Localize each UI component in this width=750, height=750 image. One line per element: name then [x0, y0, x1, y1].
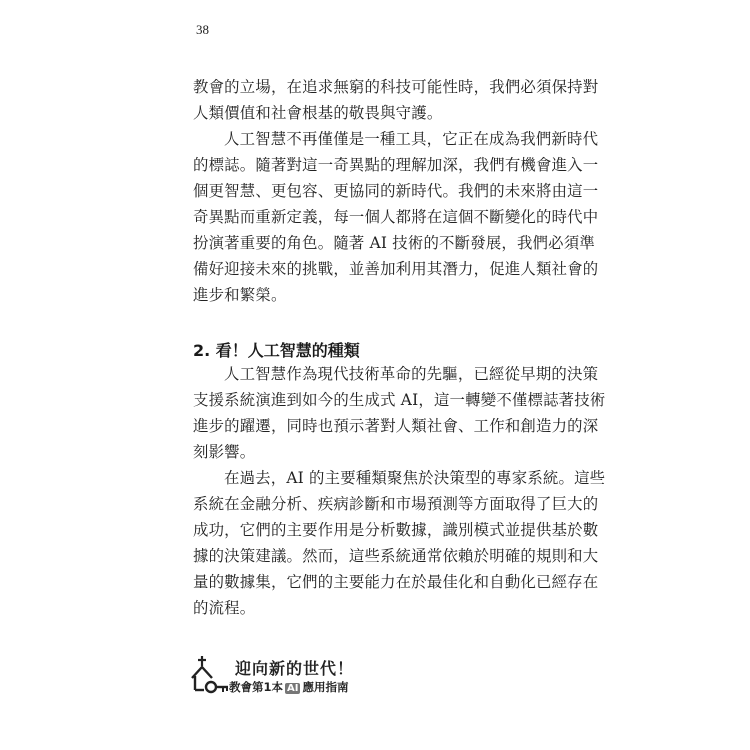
- text-line: 人工智慧不再僅僅是一種工具，它正在成為我們新時代: [224, 130, 599, 148]
- text-line: 在過去，AI 的主要種類聚焦於決策型的專家系統。這些: [224, 469, 606, 487]
- text-line: 人類價值和社會根基的敬畏與守護。: [193, 104, 443, 122]
- text-line: 系統在金融分析、疾病診斷和市場預測等方面取得了巨大的: [193, 495, 599, 513]
- page-number: 38: [196, 22, 209, 37]
- text-line: 備好迎接未來的挑戰，並善加利用其潛力，促進人類社會的: [193, 260, 599, 278]
- text-line: 奇異點而重新定義，每一個人都將在這個不斷變化的時代中: [193, 208, 599, 226]
- text-line: 扮演著重要的角色。隨著 AI 技術的不斷發展，我們必須準: [193, 234, 595, 252]
- text-line: 的標誌。隨著對這一奇異點的理解加深，我們有機會進入一: [193, 156, 599, 174]
- text-line: 支援系統演進到如今的生成式 AI，這一轉變不僅標誌著技術: [193, 391, 606, 409]
- section-heading: 2. 看！人工智慧的種類: [193, 341, 360, 360]
- church-key-icon: [190, 654, 230, 696]
- text-line: 的流程。: [193, 599, 256, 617]
- text-line: 成功，它們的主要作用是分析數據，識別模式並提供基於數: [193, 521, 599, 539]
- book-subtitle: [229, 679, 348, 695]
- text-line: 個更智慧、更包容、更協同的新時代。我們的未來將由這一: [193, 182, 599, 200]
- ai-mark: AI: [287, 683, 299, 694]
- text-line: 進步和繁榮。: [193, 286, 287, 304]
- text-line: 量的數據集，它們的主要能力在於最佳化和自動化已經存在: [193, 573, 599, 591]
- text-line: 據的決策建議。然而，這些系統通常依賴於明確的規則和大: [193, 547, 599, 565]
- text-line: 教會的立場，在追求無窮的科技可能性時，我們必須保持對: [193, 78, 599, 96]
- book-title: 迎向新的世代！: [235, 659, 355, 678]
- text-line: 刻影響。: [193, 443, 256, 461]
- subtitle-suffix: 應用指南: [302, 680, 349, 694]
- text-line: 人工智慧作為現代技術革命的先驅，已經從早期的決策: [224, 365, 599, 383]
- text-line: 進步的躍遷，同時也預示著對人類社會、工作和創造力的深: [193, 417, 599, 435]
- subtitle-prefix: 教會第1本: [229, 680, 284, 694]
